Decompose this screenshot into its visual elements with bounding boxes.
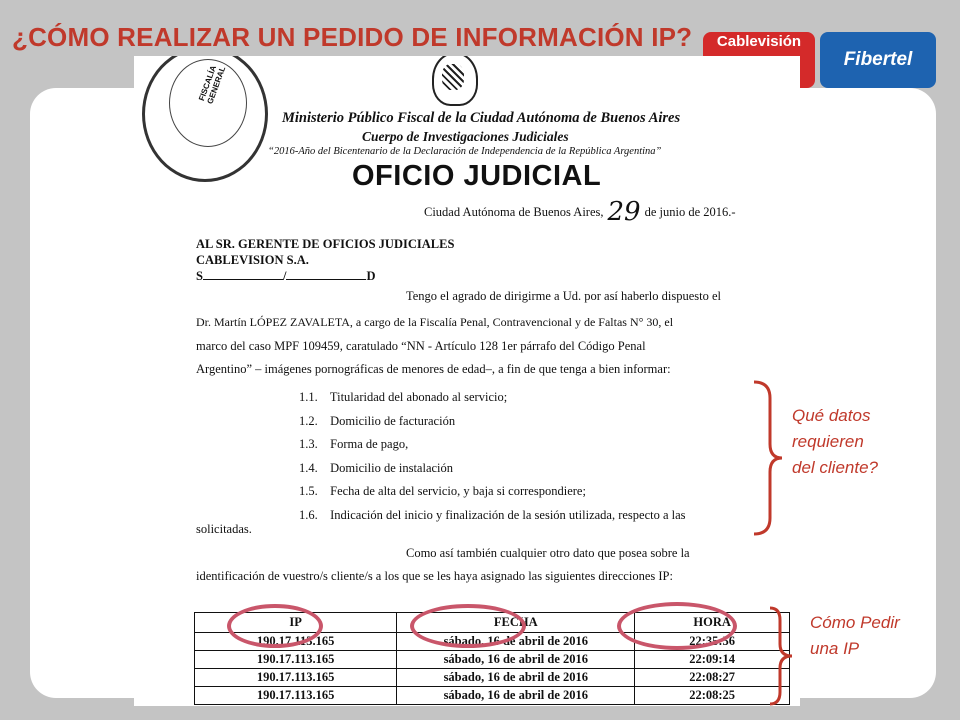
date-suffix: de junio de 2016.- (644, 205, 736, 219)
doc-addressee (196, 236, 454, 284)
table-cell-ip: 190.17.113.165 (195, 687, 397, 705)
table-cell-fecha: sábado, 16 de abril de 2016 (397, 687, 635, 705)
table-cell-fecha: sábado, 16 de abril de 2016 (397, 633, 635, 651)
table-header-ip: IP (195, 613, 397, 633)
fibertel-logo (820, 32, 936, 88)
highlight-circle-ip (227, 604, 323, 648)
annotation-data-question (792, 403, 878, 481)
table-cell-fecha: sábado, 16 de abril de 2016 (397, 651, 635, 669)
fibertel-logo-text: Fibertel (843, 49, 913, 70)
doc-paragraph-line: Dr. Martín LÓPEZ ZAVALETA, a cargo de la Fiscalía Penal, Contravencional y de Faltas N° 30, el (196, 315, 674, 329)
date-day-handwritten: 29 (607, 197, 641, 227)
addressee-d: D (366, 269, 376, 283)
table-cell-hora: 22:09:14 (635, 651, 790, 669)
list-item: 1.3. Forma de pago, (299, 437, 409, 452)
addressee-line2: CABLEVISION S.A. (196, 253, 309, 267)
table-header-hora: HORA (635, 613, 790, 633)
table-cell-hora: 22:08:27 (635, 669, 790, 687)
city-emblem-icon (432, 56, 478, 106)
addressee-line1: AL SR. GERENTE DE OFICIOS JUDICIALES (196, 237, 455, 251)
annotation-line: del cliente? (792, 458, 879, 477)
items-tail: solicitadas. (196, 522, 252, 536)
addressee-slash: / (282, 269, 287, 283)
slide-title: ¿CÓMO REALIZAR UN PEDIDO DE INFORMACIÓN IP? (12, 22, 693, 52)
fiscalia-seal (142, 56, 268, 182)
highlight-circle-fecha (410, 604, 526, 648)
table-cell-ip: 190.17.113.165 (195, 669, 397, 687)
table-cell-hora: 22:35:56 (635, 633, 790, 651)
doc-header-ministry: Ministerio Público Fiscal de la Ciudad Autónoma de Buenos Aires (282, 110, 681, 126)
doc-header-year-motto: “2016-Año del Bicentenario de la Declaración de Independencia de la República Argentina” (268, 146, 662, 157)
list-item: 1.5. Fecha de alta del servicio, y baja si correspondiere; (299, 484, 586, 499)
addressee-s: S (196, 269, 203, 283)
doc-header-department: Cuerpo de Investigaciones Judiciales (362, 129, 569, 144)
annotation-line: Qué datos (792, 406, 871, 425)
cablevision-logo-text: Cablevisión (716, 33, 802, 50)
addressee-underline (203, 279, 283, 280)
highlight-circle-hora (617, 602, 737, 650)
table-cell-ip: 190.17.113.165 (195, 651, 397, 669)
list-item: 1.4. Domicilio de instalación (299, 460, 454, 475)
seal-text: FISCALÍA GENERAL (197, 64, 228, 106)
table-cell-ip: 190.17.113.165 (195, 633, 397, 651)
annotation-line: una IP (810, 639, 860, 658)
addressee-underline (286, 279, 366, 280)
requested-items-list (299, 386, 686, 528)
table-header-fecha: FECHA (397, 613, 635, 633)
table-cell-fecha: sábado, 16 de abril de 2016 (397, 669, 635, 687)
addressee-line3 (196, 268, 454, 284)
table-row (195, 687, 790, 705)
table-row (195, 669, 790, 687)
table-cell-hora: 22:08:25 (635, 687, 790, 705)
doc-date (424, 193, 736, 227)
doc-paragraph-line: Argentino” – imágenes pornográficas de menores de edad–, a fin de que tenga a bien informar: (196, 362, 671, 376)
table-row (195, 651, 790, 669)
annotation-ip-question (810, 610, 900, 662)
doc-paragraph-line: marco del caso MPF 109459, caratulado “NN - Artículo 128 1er párrafo del Código Penal (196, 339, 646, 353)
date-prefix: Ciudad Autónoma de Buenos Aires, (424, 205, 604, 219)
annotation-line: Cómo Pedir (810, 613, 900, 632)
right-brace-icon (750, 378, 786, 538)
doc-heading: OFICIO JUDICIAL (352, 160, 602, 192)
doc-paragraph-line: Tengo el agrado de dirigirme a Ud. por así haberlo dispuesto el (406, 289, 722, 303)
annotation-line: requieren (792, 432, 864, 451)
doc-paragraph-line: Como así también cualquier otro dato que posea sobre la (406, 546, 690, 560)
list-item: 1.1. Titularidad del abonado al servicio; (299, 390, 508, 404)
doc-paragraph-line: identificación de vuestro/s cliente/s a los que se les haya asignado las siguientes direcciones IP: (196, 569, 673, 583)
list-item: 1.2. Domicilio de facturación (299, 413, 456, 428)
list-item: 1.6. Indicación del inicio y finalización de la sesión utilizada, respecto a las (299, 507, 686, 522)
right-brace-icon (766, 606, 802, 706)
